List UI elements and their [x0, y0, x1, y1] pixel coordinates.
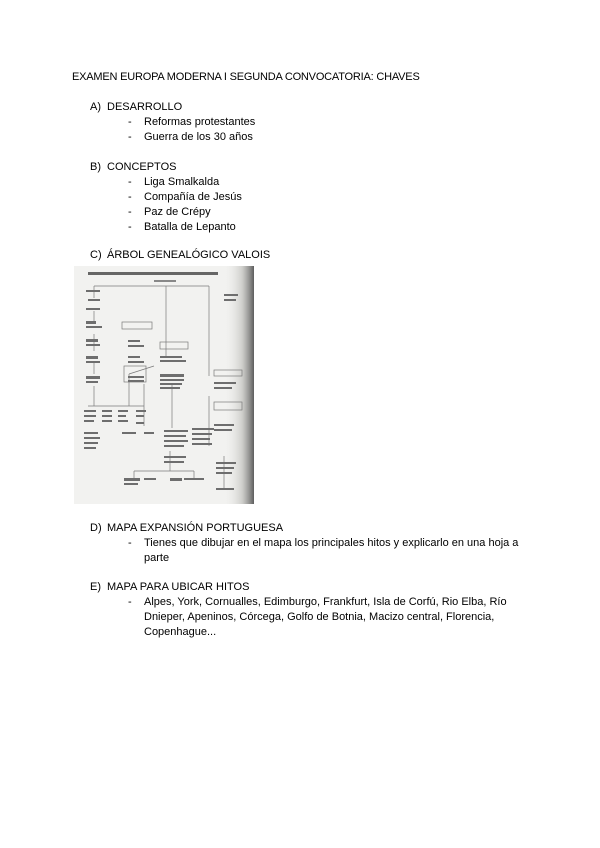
page-title: EXAMEN EUROPA MODERNA I SEGUNDA CONVOCATORIA: CHAVES: [72, 71, 420, 83]
section-title: MAPA PARA UBICAR HITOS: [107, 581, 250, 593]
section-conceptos: [90, 159, 534, 235]
section-title: DESARROLLO: [107, 101, 183, 113]
list-item: - Batalla de Lepanto: [90, 220, 534, 235]
section-letter: C): [90, 249, 102, 261]
section-title: CONCEPTOS: [107, 161, 177, 173]
item-list: [90, 175, 534, 235]
section-arbol: [90, 247, 270, 263]
section-letter: B): [90, 161, 101, 173]
genealogy-tree-image: [74, 266, 254, 504]
list-item: - Guerra de los 30 años: [90, 130, 534, 145]
section-title: MAPA EXPANSIÓN PORTUGUESA: [107, 522, 284, 534]
section-letter: D): [90, 522, 102, 534]
item-list: [90, 595, 534, 640]
section-letter: E): [90, 581, 101, 593]
list-item: - Tienes que dibujar en el mapa los principales hitos y explicarlo en una hoja a parte: [90, 536, 534, 566]
section-heading: [90, 247, 270, 263]
section-desarrollo: [90, 99, 534, 145]
list-item: - Paz de Crépy: [90, 205, 534, 220]
item-list: [90, 115, 534, 145]
list-item: - Alpes, York, Cornualles, Edimburgo, Frankfurt, Isla de Corfú, Rio Elba, Río Dnieper, Apeninos, Córcega, Golfo de Botnia, Macizo central, Florencia, Copenhague...: [90, 595, 534, 640]
section-letter: A): [90, 101, 101, 113]
list-item: - Liga Smalkalda: [90, 175, 534, 190]
list-item: - Compañía de Jesús: [90, 190, 534, 205]
section-mapa-hitos: [90, 579, 534, 640]
item-list: [90, 536, 534, 566]
section-title: ÁRBOL GENEALÓGICO VALOIS: [107, 249, 271, 261]
section-heading: [90, 520, 534, 536]
section-heading: [90, 99, 534, 115]
section-heading: [90, 579, 534, 595]
genealogy-tree-scan: [74, 266, 254, 504]
list-item: - Reformas protestantes: [90, 115, 534, 130]
section-heading: [90, 159, 534, 175]
section-mapa-expansion: [90, 520, 534, 566]
